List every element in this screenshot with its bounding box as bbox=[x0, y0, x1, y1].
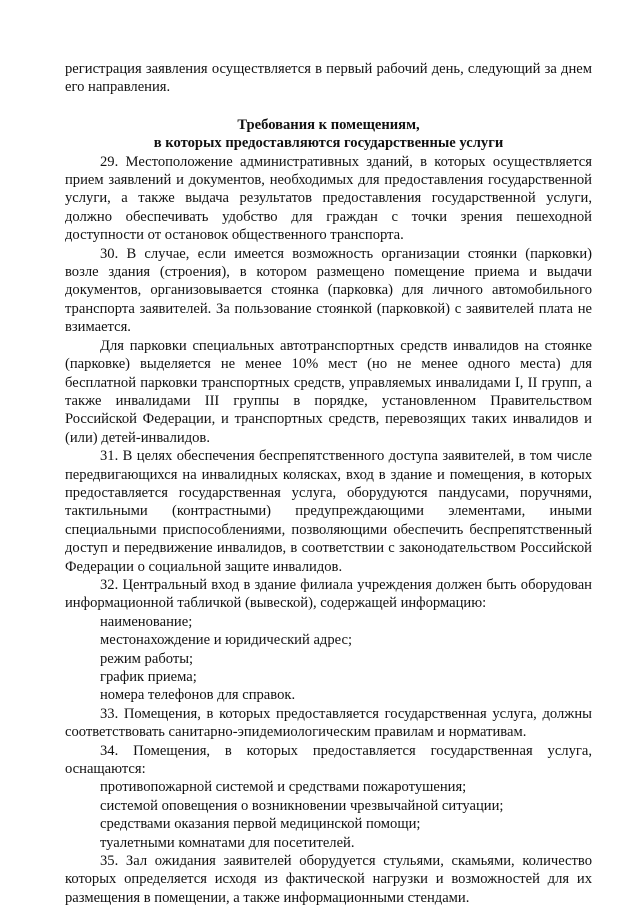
paragraph-30: 30. В случае, если имеется возможность организации стоянки (парковки) возле здания (строения), в котором размещено помещение приема и выдачи документов, организовывается стоянка (парковка) для личного автомобильного транспорта заявителей. За пользование стоянкой (парковкой) с заявителей плата не взимается. bbox=[65, 245, 592, 336]
section-heading-line-1: Требования к помещениям, bbox=[237, 116, 420, 133]
list-item: туалетными комнатами для посетителей. bbox=[100, 834, 355, 851]
paragraph-35: 35. Зал ожидания заявителей оборудуется стульями, скамьями, количество которых определяется исходя из фактической нагрузки и возможностей для их размещения в помещении, а также информационными стендами. bbox=[65, 853, 592, 906]
paragraph-32: 32. Центральный вход в здание филиала учреждения должен быть оборудован информационной табличкой (вывеской), содержащей информацию: bbox=[65, 576, 592, 612]
list-item: средствами оказания первой медицинской помощи; bbox=[100, 816, 421, 833]
list-item: местонахождение и юридический адрес; bbox=[100, 632, 353, 649]
paragraph-33: 33. Помещения, в которых предоставляется государственная услуга, должны соответствовать санитарно-эпидемиологическим правилам и нормативам. bbox=[65, 705, 592, 741]
paragraph-30-parking: Для парковки специальных автотранспортных средств инвалидов на стоянке (парковке) выделяется не менее 10% мест (но не менее одного места) для бесплатной парковки транспортных средств, управляемых инвалидами I, II групп, а также инвалидами III группы в порядке, установленном Правительством Российской Федерации, и транспортных средств, перевозящих таких инвалидов и (или) детей-инвалидов. bbox=[65, 337, 592, 446]
list-item: номера телефонов для справок. bbox=[100, 687, 296, 704]
paragraph-31: 31. В целях обеспечения беспрепятственного доступа заявителей, в том числе передвигающихся на инвалидных колясках, вход в здание и помещения, в которых предоставляется государственная услуга, оборудуются пандусами, поручнями, тактильными (контрастными) предупреждающими элементами, иными специальными приспособлениями, позволяющими обеспечить беспрепятственный доступ и передвижение инвалидов, в соответствии с законодательством Российской Федерации о социальной защите инвалидов. bbox=[65, 448, 592, 575]
paragraph-29: 29. Местоположение административных зданий, в которых осуществляется прием заявлений и документов, необходимых для предоставления государственной услуги, а также выдача результатов предоставления государственной услуги, должно обеспечивать удобство для граждан с точки зрения пешеходной доступности от остановок общественного транспорта. bbox=[65, 153, 592, 244]
document-page bbox=[65, 60, 592, 907]
paragraph-continuation: регистрация заявления осуществляется в первый рабочий день, следующий за днем его направления. bbox=[65, 61, 592, 96]
list-item: режим работы; bbox=[100, 650, 194, 667]
list-item: наименование; bbox=[100, 613, 193, 630]
paragraph-34: 34. Помещения, в которых предоставляется государственная услуга, оснащаются: bbox=[65, 742, 592, 778]
section-heading bbox=[65, 116, 592, 153]
section-heading-line-2: в которых предоставляются государственные услуги bbox=[153, 135, 504, 152]
list-item: график приема; bbox=[100, 669, 197, 685]
list-item: системой оповещения о возникновении чрезвычайной ситуации; bbox=[100, 797, 504, 814]
list-item: противопожарной системой и средствами пожаротушения; bbox=[100, 779, 467, 796]
